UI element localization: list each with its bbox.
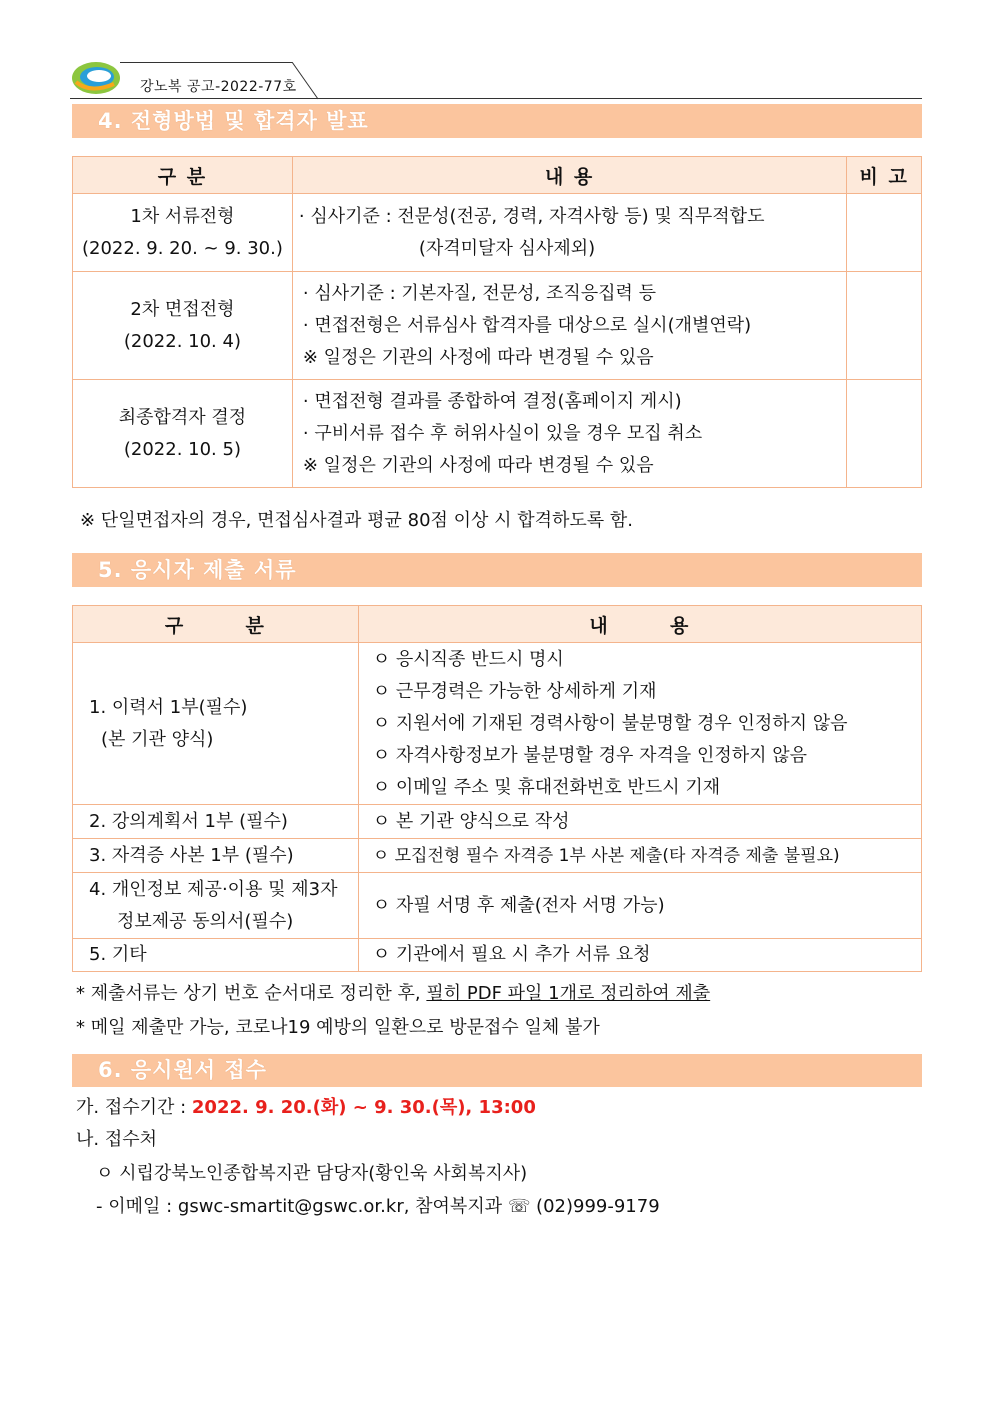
- content-line: · 심사기준 : 기본자질, 전문성, 조직응집력 등: [302, 282, 657, 304]
- column-header: 비 고: [847, 157, 922, 194]
- table-row: [73, 939, 922, 972]
- table-row: [73, 805, 922, 839]
- detail-line: ㅇ 지원서에 기재된 경력사항이 불분명할 경우 인정하지 않음: [372, 712, 848, 734]
- document-item-label: 4. 개인정보 제공·이용 및 제3자: [89, 878, 338, 900]
- content-line: ※ 일정은 기관의 사정에 따라 변경될 수 있음: [302, 454, 654, 476]
- application-place-contact: ㅇ 시립강북노인종합복지관 담당자(황인욱 사회복지사): [96, 1163, 528, 1184]
- column-header: 내 용: [358, 606, 921, 643]
- stage-cell: [73, 272, 293, 380]
- document-detail-cell: [358, 873, 921, 939]
- stage-cell: [73, 380, 293, 488]
- document-item-cell: [73, 839, 359, 873]
- stage-date: (2022. 9. 20. ~ 9. 30.): [82, 237, 283, 259]
- document-item-cell: [73, 873, 359, 939]
- section-6-title: 6. 응시원서 접수: [72, 1054, 922, 1087]
- document-item-cell: [73, 805, 359, 839]
- document-item-label: 3. 자격증 사본 1부 (필수): [89, 844, 294, 866]
- section-5-title: 5. 응시자 제출 서류: [72, 553, 922, 587]
- stage-date: (2022. 10. 4): [123, 330, 241, 352]
- section-5-note-2: * 메일 제출만 가능, 코로나19 예방의 일환으로 방문접수 일체 불가: [76, 1017, 600, 1038]
- section-4-note: ※ 단일면접자의 경우, 면접심사결과 평균 80점 이상 시 합격하도록 함.: [80, 510, 634, 531]
- content-cell: [292, 194, 846, 272]
- document-code: 강노복 공고-2022-77호: [140, 79, 297, 95]
- content-line: · 면접전형 결과를 종합하여 결정(홈페이지 게시): [302, 390, 682, 412]
- table-row: [73, 272, 922, 380]
- stage-name: 1차 서류전형: [130, 205, 235, 227]
- detail-line: ㅇ 본 기관 양식으로 작성: [372, 810, 570, 832]
- table-header-row: [73, 157, 922, 194]
- remark-cell: [847, 380, 922, 488]
- stage-name: 최종합격자 결정: [118, 406, 247, 428]
- note-emphasis: 필히 PDF 파일 1개로 정리하여 제출: [426, 983, 711, 1004]
- period-value: 2022. 9. 20.(화) ~ 9. 30.(목), 13:00: [191, 1097, 536, 1118]
- remark-cell: [847, 272, 922, 380]
- application-place-label: 나. 접수처: [76, 1129, 157, 1150]
- stage-cell: [73, 194, 293, 272]
- header-top-rule: [120, 62, 292, 63]
- document-detail-cell: [358, 643, 921, 805]
- detail-line: ㅇ 모집전형 필수 자격증 1부 사본 제출(타 자격증 제출 불필요): [372, 845, 840, 866]
- note-text: * 제출서류는 상기 번호 순서대로 정리한 후,: [76, 983, 427, 1004]
- required-documents-table: [72, 605, 922, 972]
- content-line: · 구비서류 접수 후 허위사실이 있을 경우 모집 취소: [302, 422, 703, 444]
- column-header: 구 분: [73, 157, 293, 194]
- stage-date: (2022. 10. 5): [123, 438, 241, 460]
- column-header: 구 분: [73, 606, 359, 643]
- section-5-note-1: [76, 979, 710, 1005]
- detail-line: ㅇ 자필 서명 후 제출(전자 서명 가능): [372, 894, 665, 916]
- detail-line: ㅇ 이메일 주소 및 휴대전화번호 반드시 기재: [372, 776, 721, 798]
- table-row: [73, 380, 922, 488]
- application-place-email: - 이메일 : gswc-smartit@gswc.or.kr, 참여복지과 ☏ (02)999-9179: [96, 1196, 660, 1217]
- document-detail-cell: [358, 839, 921, 873]
- detail-line: ㅇ 자격사항정보가 불분명할 경우 자격을 인정하지 않음: [372, 744, 808, 766]
- document-detail-cell: [358, 805, 921, 839]
- content-line: · 면접전형은 서류심사 합격자를 대상으로 실시(개별연락): [302, 314, 752, 336]
- period-label: 가. 접수기간 :: [76, 1097, 192, 1118]
- content-cell: [292, 380, 846, 488]
- detail-line: ㅇ 근무경력은 가능한 상세하게 기재: [372, 680, 657, 702]
- document-item-cell: [73, 643, 359, 805]
- table-row: [73, 839, 922, 873]
- agency-logo-icon: [70, 60, 122, 96]
- content-line: ※ 일정은 기관의 사정에 따라 변경될 수 있음: [302, 346, 654, 368]
- document-item-label: 5. 기타: [89, 944, 147, 965]
- table-row: [73, 643, 922, 805]
- document-detail-cell: [358, 939, 921, 972]
- content-line: (자격미달자 심사제외): [418, 237, 596, 259]
- selection-method-table: [72, 156, 922, 488]
- remark-cell: [847, 194, 922, 272]
- detail-line: ㅇ 기관에서 필요 시 추가 서류 요청: [372, 944, 651, 965]
- section-4-title: 4. 전형방법 및 합격자 발표: [72, 104, 922, 138]
- table-header-row: [73, 606, 922, 643]
- document-item-label: (본 기관 양식): [101, 728, 214, 750]
- header-rule: [70, 98, 922, 99]
- document-item-cell: [73, 939, 359, 972]
- table-row: [73, 873, 922, 939]
- content-line: · 심사기준 : 전문성(전공, 경력, 자격사항 등) 및 직무적합도: [298, 205, 765, 227]
- document-item-label: 정보제공 동의서(필수): [117, 910, 294, 932]
- document-item-label: 1. 이력서 1부(필수): [89, 696, 248, 718]
- document-item-label: 2. 강의계획서 1부 (필수): [89, 810, 288, 832]
- detail-line: ㅇ 응시직종 반드시 명시: [372, 648, 564, 670]
- application-period: [76, 1093, 536, 1119]
- table-row: [73, 194, 922, 272]
- column-header: 내 용: [292, 157, 846, 194]
- stage-name: 2차 면접전형: [130, 298, 235, 320]
- content-cell: [292, 272, 846, 380]
